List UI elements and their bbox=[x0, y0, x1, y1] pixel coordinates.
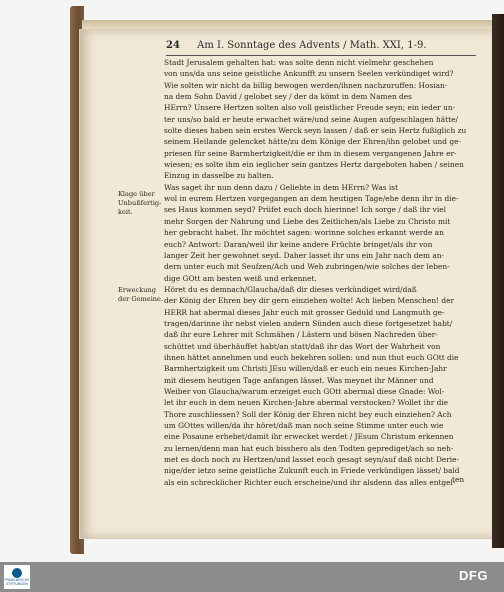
text-line: na dem Sohn David / gelobet sey / der da kömt in dem Namen des bbox=[164, 92, 412, 102]
text-line: zu lernen/denn man hat euch bisshero als den Todten geprediget/ach so neh- bbox=[164, 443, 454, 453]
text-line: Einzug in dasselbe zu halten. bbox=[164, 171, 274, 181]
text-line: Was saget ihr nun denn dazu / Geliebte in dem HErrn? Was ist bbox=[164, 182, 399, 192]
text-line: daß ihr eure Lehrer mit Schmähen / Lästern und bösen Nachreden über- bbox=[164, 330, 438, 340]
text-line: langer Zeit her gewohnet seyd. Daher lasset ihr uns ein Jahr nach dem an- bbox=[164, 250, 445, 260]
text-line: HErrn? Unsere Hertzen solten also voll geistlicher Freude seyn; ein ieder un- bbox=[164, 103, 456, 113]
library-logo-icon bbox=[12, 568, 22, 578]
text-line: ter uns/so bald er heute erwachet wäre/und seine Augen aufgeschlagen hätte/ bbox=[164, 114, 458, 124]
text-line: dern unter euch mit Seufzen/Ach und Weh zubringen/wie solches der leben- bbox=[164, 262, 450, 272]
text-line: euch? Antwort: Daran/weil ihr keine andere Früchte bringet/als ihr von bbox=[164, 239, 433, 249]
side-note-line: Klage über bbox=[118, 190, 155, 198]
text-line: von uns/da uns seine geistliche Ankunfft zu unsern Seelen verkündiget wird? bbox=[164, 69, 454, 79]
text-line: solte dieses haben sein erstes Werck seyn lassen / daß er sein Hertz fußiglich zu bbox=[164, 126, 467, 136]
text-line: wiesen; es solte ihm ein iеglicher sein gantzes Hertz dargeboten haben / seinen bbox=[164, 160, 464, 170]
text-line: let ihr euch in dem neuen Kirchen-Jahre abermal verstocken? Wollet ihr die bbox=[164, 398, 449, 408]
side-note-line: Erweckung bbox=[118, 286, 156, 294]
text-line: wol in eurem Hertzen vorgegangen an dem heutigen Tage/ehe denn ihr in die- bbox=[164, 194, 459, 204]
text-line: als ein schrecklicher Richter euch erscheine/und ihr alsdenn das alles entgel- bbox=[164, 477, 456, 487]
text-line: Thore zuschliessen? Soll der König der Ehren nicht bey euch einziehen? Ach bbox=[164, 409, 452, 419]
page-edge bbox=[492, 14, 504, 548]
text-line: Barmhertzigkeit um Christi JEsu willen/daß er euch ein neues Kirchen-Jahr bbox=[164, 364, 447, 374]
text-line: schüttet und überhäuffet habt/an statt/daß ihr das Wort der Wahrheit von bbox=[164, 341, 441, 351]
text-line: priesen für seine Barmhertzigkeit/die er ihm in diesem vergangenen Jahre er- bbox=[164, 148, 457, 158]
running-head bbox=[166, 40, 486, 54]
page-title: Am I. Sonntage des Advents / Math. XXI, 1-9. bbox=[197, 40, 427, 51]
text-line: her gebracht habet. Ihr möchtet sagen: worinne solches erkannt werde an bbox=[164, 228, 444, 238]
side-note-lament bbox=[118, 190, 164, 218]
text-line: Wie solten wir nicht da billig bewogen werden/ihnen nachzuruffen: Hosian- bbox=[164, 80, 448, 90]
text-line: Stadt Jerusalem gehalten hat: was solte denn nicht vielmehr geschehen bbox=[164, 58, 434, 67]
side-note-line: Unbußfertig- bbox=[118, 199, 162, 208]
text-line: mit diesem heutigen Tage anfangen lässet. Was meynet ihr Männer und bbox=[164, 375, 434, 385]
text-line: um GOttes willen/da ihr höret/daß man noch seine Stimme unter euch wie bbox=[164, 421, 444, 430]
body-text bbox=[164, 57, 474, 487]
library-logo[interactable] bbox=[4, 565, 30, 589]
text-line: tragen/darinne ihr nebst vielen andern Sünden auch diese fortgesetzet habt/ bbox=[164, 318, 453, 328]
side-note-line: keit. bbox=[118, 208, 133, 217]
library-logo-text: FRANCKESCHE STIFTUNGEN bbox=[4, 577, 30, 586]
text-line: dige GOtt am besten weiß und erkennet. bbox=[164, 273, 317, 283]
text-line: der König der Ehren bey dir gern einziehen wolte! Ach lieben Menschen! der bbox=[164, 296, 455, 306]
text-line: ses Haus kommen seyd? Prüfet euch doch hierinne! Ich sorge / daß ihr viel bbox=[164, 205, 446, 215]
text-line: HERR hat abermal dieses Jahr euch mit grosser Geduld und Langmuth ge- bbox=[164, 307, 445, 317]
text-line: ihnen hättet annehmen und euch bekehren sollen: und nun thut euch GOtt die bbox=[164, 352, 459, 362]
side-note-line: der Gemeine. bbox=[118, 295, 164, 304]
side-note-awakening bbox=[118, 286, 164, 304]
text-line: mehr Sorgen der Nahrung und Liebe des Zeitlichen/als Liebe zu Christo mit bbox=[164, 216, 451, 226]
header-rule bbox=[166, 55, 476, 56]
dfg-logo[interactable]: DFG bbox=[459, 568, 488, 583]
viewer-bottom-bar bbox=[0, 562, 504, 592]
catchword: ten bbox=[452, 475, 465, 484]
text-line: eine Posaune erhebet/damit ihr erwecket werdet / JEsum Christum erkennen bbox=[164, 432, 454, 442]
text-line: seinem Heilande gelencket hätte/zu dem Könige der Ehren/ihn gelobet und ge- bbox=[164, 137, 461, 147]
text-line: nige/der ietzo seine geistliche Zukunft euch in Friede verkündigen lässet/ bald bbox=[164, 466, 460, 476]
page-number: 24 bbox=[166, 40, 180, 51]
text-line: Höret du es demnach/Glaucha/daß dir dieses verkündiget wird/daß bbox=[164, 284, 417, 294]
text-line: Weiber von Glaucha/warum erzeiget euch GOtt abermal diese Gnade: Wol- bbox=[164, 386, 445, 396]
text-line: met es doch noch zu Hertzen/und lasset euch gesagt seyn/auf daß nicht Derie- bbox=[164, 455, 460, 465]
